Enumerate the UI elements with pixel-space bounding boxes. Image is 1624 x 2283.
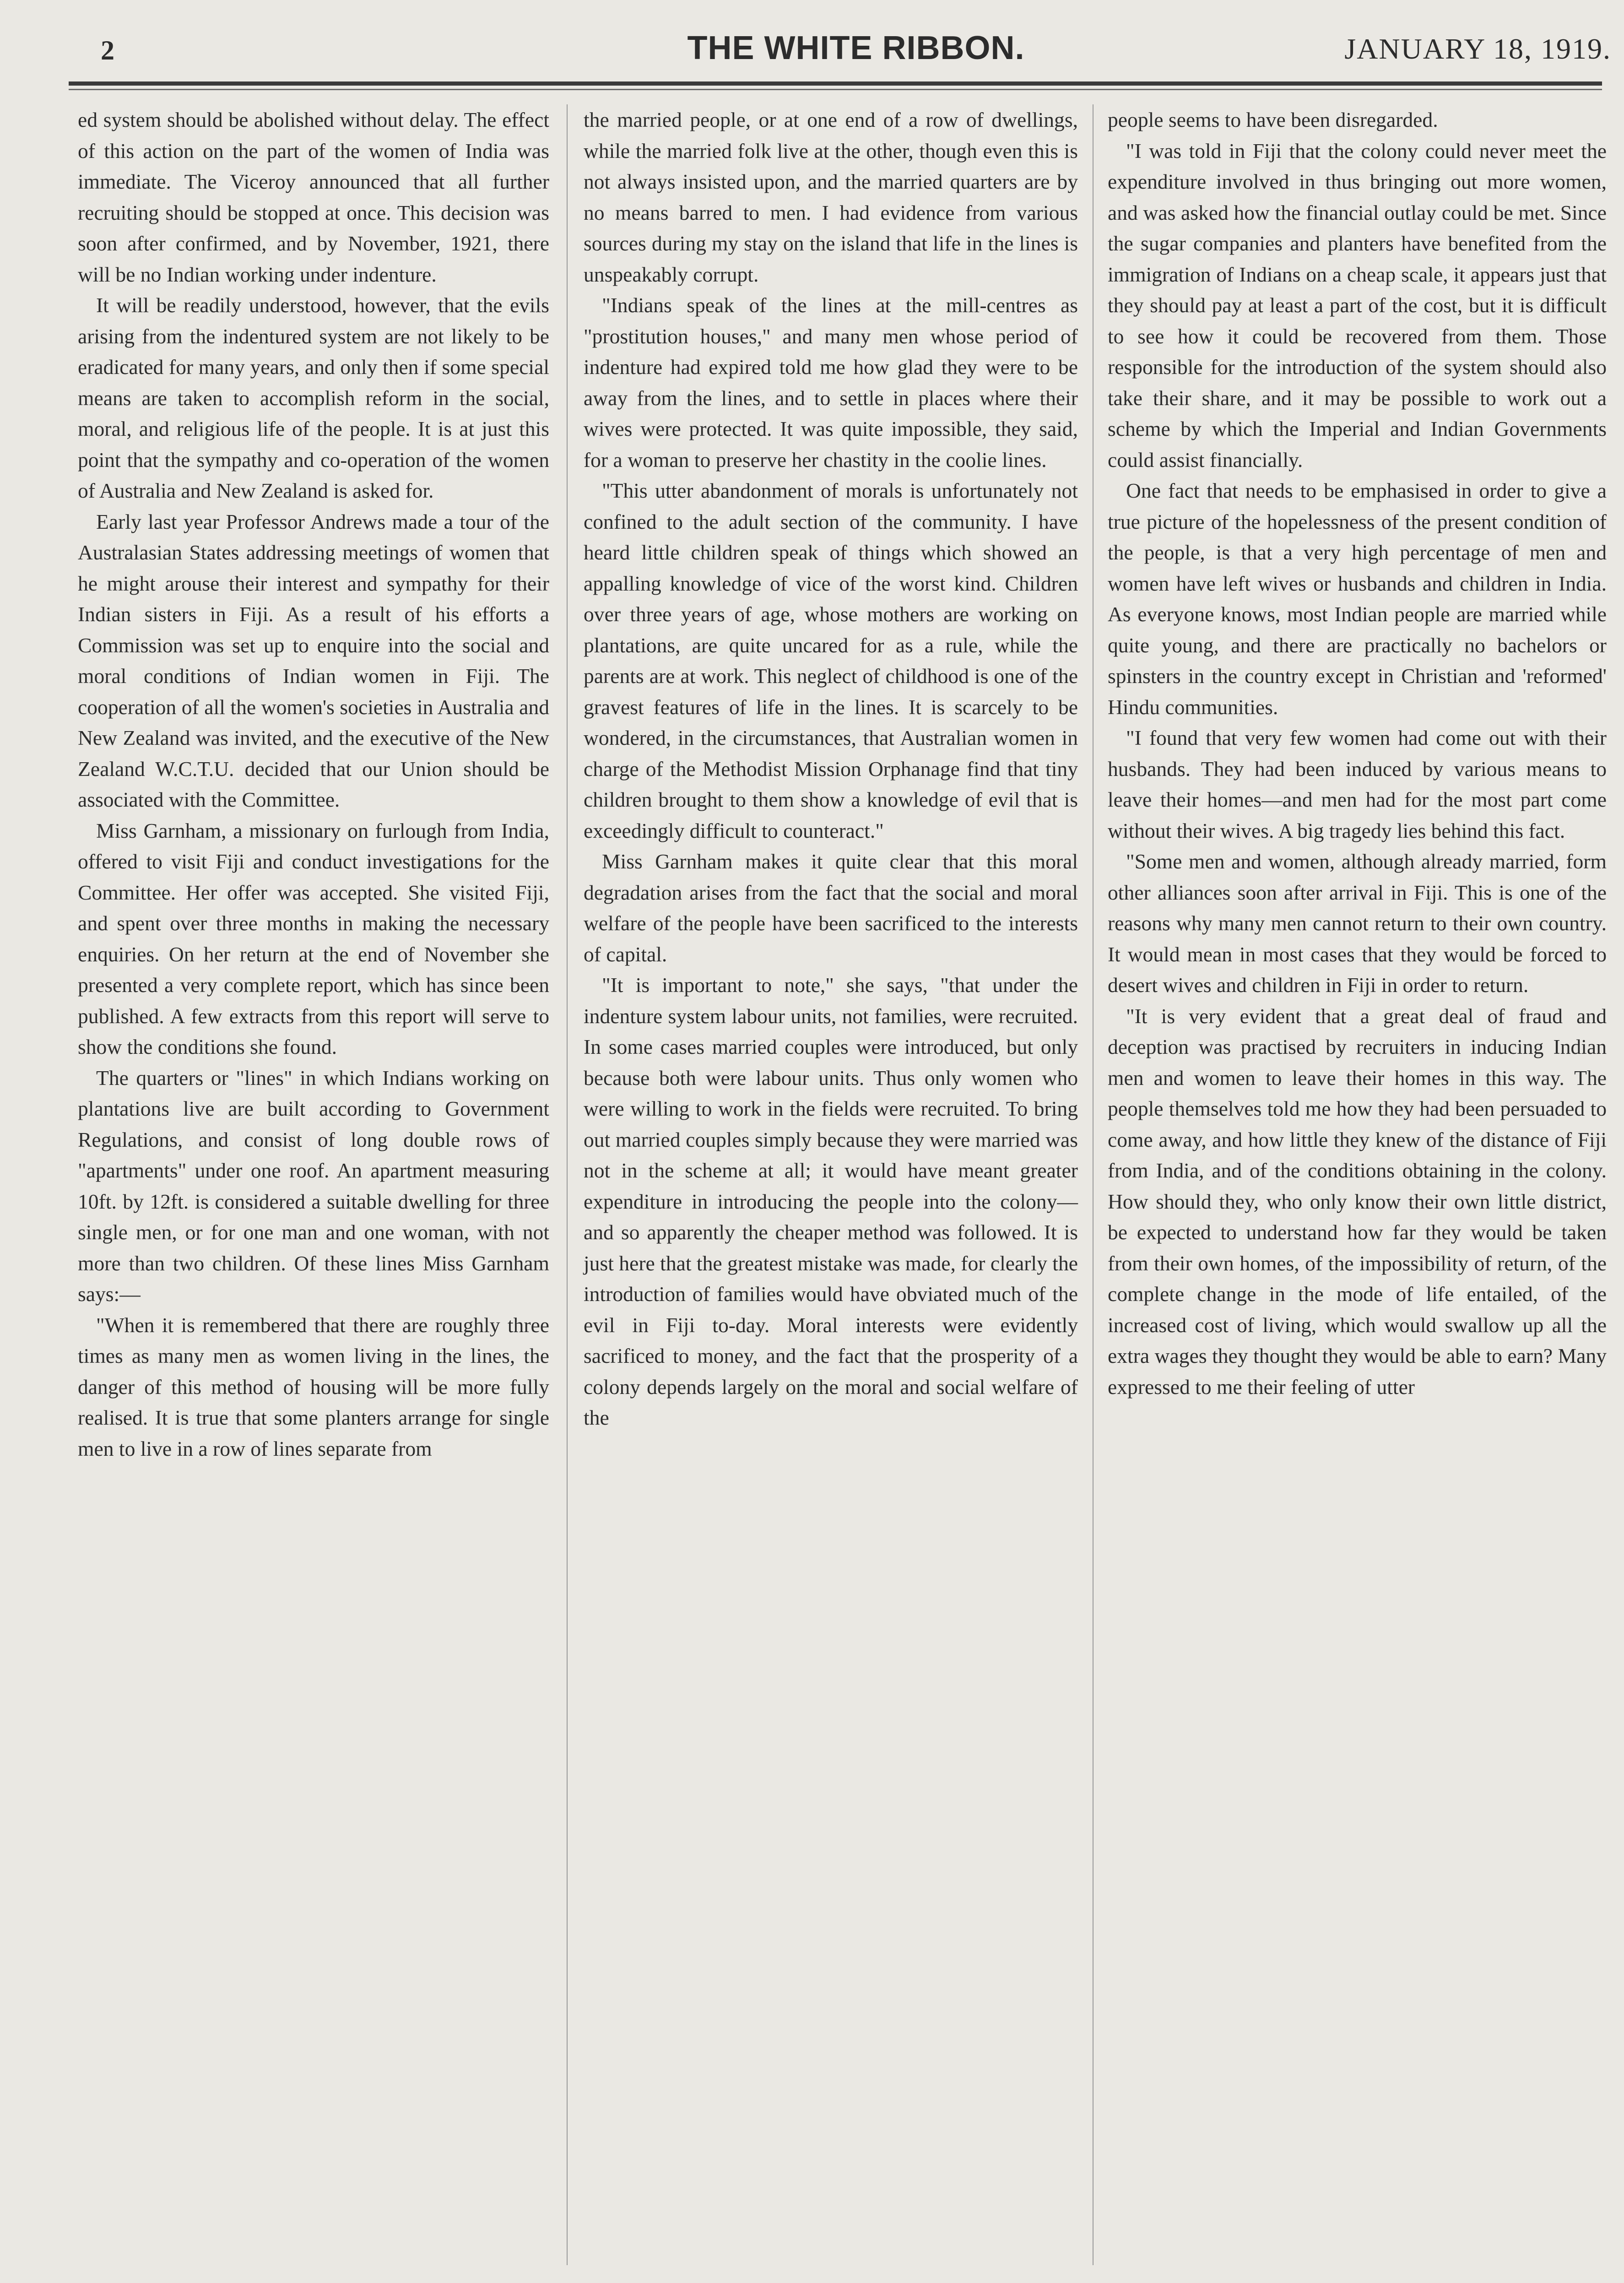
article-column-3 [1108, 104, 1607, 1402]
paragraph: "It is important to note," she says, "that under the indenture system labour units, not families, were recruited. In some cases married couples were introduced, but only because both were labour units. Thus only women who were willing to work in the fields were recruited. To bring out married couples simply because they were married was not in the scheme at all; it would have meant greater expenditure in introducing the people into the colony—and so apparently the cheaper method was followed. It is just here that the greatest mistake was made, for clearly the introduction of families would have obviated much of the evil in Fiji to-day. Moral interests were evidently sacrificed to money, and the fact that the prosperity of a colony depends largely on the moral and social welfare of the [584, 973, 1078, 1429]
masthead-title: THE WHITE RIBBON. [687, 30, 1025, 66]
column-divider [567, 104, 568, 2265]
paragraph: The quarters or "lines" in which Indians working on plantations live are built according to Government Regulations, and consist of long double rows of "apartments" under one roof. An apartment measuring 10ft. by 12ft. is considered a suitable dwelling for three single men, or for one man and one woman, with not more than two children. Of these lines Miss Garnham says:— [78, 1066, 549, 1306]
paragraph: "When it is remembered that there are roughly three times as many men as women living in the lines, the danger of this method of housing will be more fully realised. It is true that some planters arrange for single men to live in a row of lines separate from [78, 1313, 549, 1460]
paragraph: Miss Garnham makes it quite clear that this moral degradation arises from the fact that the social and moral welfare of the people have been sacrificed to the interests of capital. [584, 850, 1078, 966]
paragraph: "Indians speak of the lines at the mill-centres as "prostitution houses," and many men whose period of indenture had expired told me how glad they were to be away from the lines, and to settle in places where their wives were protected. It was quite impossible, they said, for a woman to preserve her chastity in the coolie lines. [584, 293, 1078, 472]
header-rule [69, 81, 1602, 86]
paragraph: the married people, or at one end of a row of dwellings, while the married folk live at the other, though even this is not always insisted upon, and the married quarters are by no means barred to men. I had evidence from various sources during my stay on the island that life in the lines is unspeakably corrupt. [584, 108, 1078, 286]
paragraph: "I found that very few women had come out with their husbands. They had been induced by various means to leave their homes—and men had for the most part come without their wives. A big tragedy lies behind this fact. [1108, 726, 1607, 842]
paragraph: "Some men and women, although already married, form other alliances soon after arrival in Fiji. This is one of the reasons why many men cannot return to their own country. It would mean in most cases that they would be forced to desert wives and children in Fiji in order to return. [1108, 850, 1607, 997]
article-column-1 [78, 104, 549, 1464]
page-number: 2 [101, 35, 114, 65]
paragraph: It will be readily understood, however, that the evils arising from the indentured system are not likely to be eradicated for many years, and only then if some special means are taken to accomplish reform in the social, moral, and religious life of the people. It is at just this point that the sympathy and co-operation of the women of Australia and New Zealand is asked for. [78, 293, 549, 502]
header-rule-thin [69, 89, 1602, 90]
paragraph: "It is very evident that a great deal of fraud and deception was practised by recruiters in inducing Indian men and women to leave their homes in this way. The people themselves told me how they had been persuaded to come away, and how little they knew of the distance of Fiji from India, and of the conditions obtaining in the colony. How should they, who only know their own little district, be expected to understand how far they would be taken from their own homes, of the impossibility of return, of the complete change in the mode of life entailed, of the increased cost of living, which would swallow up all the extra wages they thought they would be able to earn? Many expressed to me their feeling of utter [1108, 1004, 1607, 1399]
article-column-2 [584, 104, 1078, 1433]
issue-date: JANUARY 18, 1919. [1344, 33, 1611, 65]
paragraph: One fact that needs to be emphasised in order to give a true picture of the hopelessness of the present condition of the people, is that a very high percentage of men and women have left wives or husbands and children in India. As everyone knows, most Indian people are married while quite young, and there are practically no bachelors or spinsters in the country except in Christian and 'reformed' Hindu communities. [1108, 479, 1607, 719]
paragraph: "This utter abandonment of morals is unfortunately not confined to the adult section of the community. I have heard little children speak of things which showed an appalling knowledge of vice of the worst kind. Children over three years of age, whose mothers are working on plantations, are quite uncared for as a rule, while the parents are at work. This neglect of childhood is one of the gravest features of life in the lines. It is scarcely to be wondered, in the circumstances, that Australian women in charge of the Methodist Mission Orphanage find that tiny children brought to them show a knowledge of evil that is exceedingly difficult to counteract." [584, 479, 1078, 842]
paragraph: people seems to have been disregarded. [1108, 108, 1438, 131]
paragraph: "I was told in Fiji that the colony could never meet the expenditure involved in thus bringing out more women, and was asked how the financial outlay could be met. Since the sugar companies and planters have benefited from the immigration of Indians on a cheap scale, it appears just that they should pay at least a part of the cost, but it is difficult to see how it could be recovered from them. Those responsible for the introduction of the system should also take their share, and it may be possible to work out a scheme by which the Imperial and Indian Governments could assist financially. [1108, 139, 1607, 472]
paragraph: Early last year Professor Andrews made a tour of the Australasian States addressing meetings of women that he might arouse their interest and sympathy for their Indian sisters in Fiji. As a result of his efforts a Commission was set up to enquire into the social and moral conditions of Indian women in Fiji. The cooperation of all the women's societies in Australia and New Zealand was invited, and the executive of the New Zealand W.C.T.U. decided that our Union should be associated with the Committee. [78, 510, 549, 811]
paragraph: Miss Garnham, a missionary on furlough from India, offered to visit Fiji and conduct investigations for the Committee. Her offer was accepted. She visited Fiji, and spent over three months in making the necessary enquiries. On her return at the end of November she presented a very complete report, which has since been published. A few extracts from this report will serve to show the conditions she found. [78, 819, 549, 1058]
page-header [101, 29, 1611, 80]
paragraph: ed system should be abolished without delay. The effect of this action on the part of the women of India was immediate. The Viceroy announced that all further recruiting should be stopped at once. This decision was soon after confirmed, and by November, 1921, there will be no Indian working under indenture. [78, 108, 549, 286]
